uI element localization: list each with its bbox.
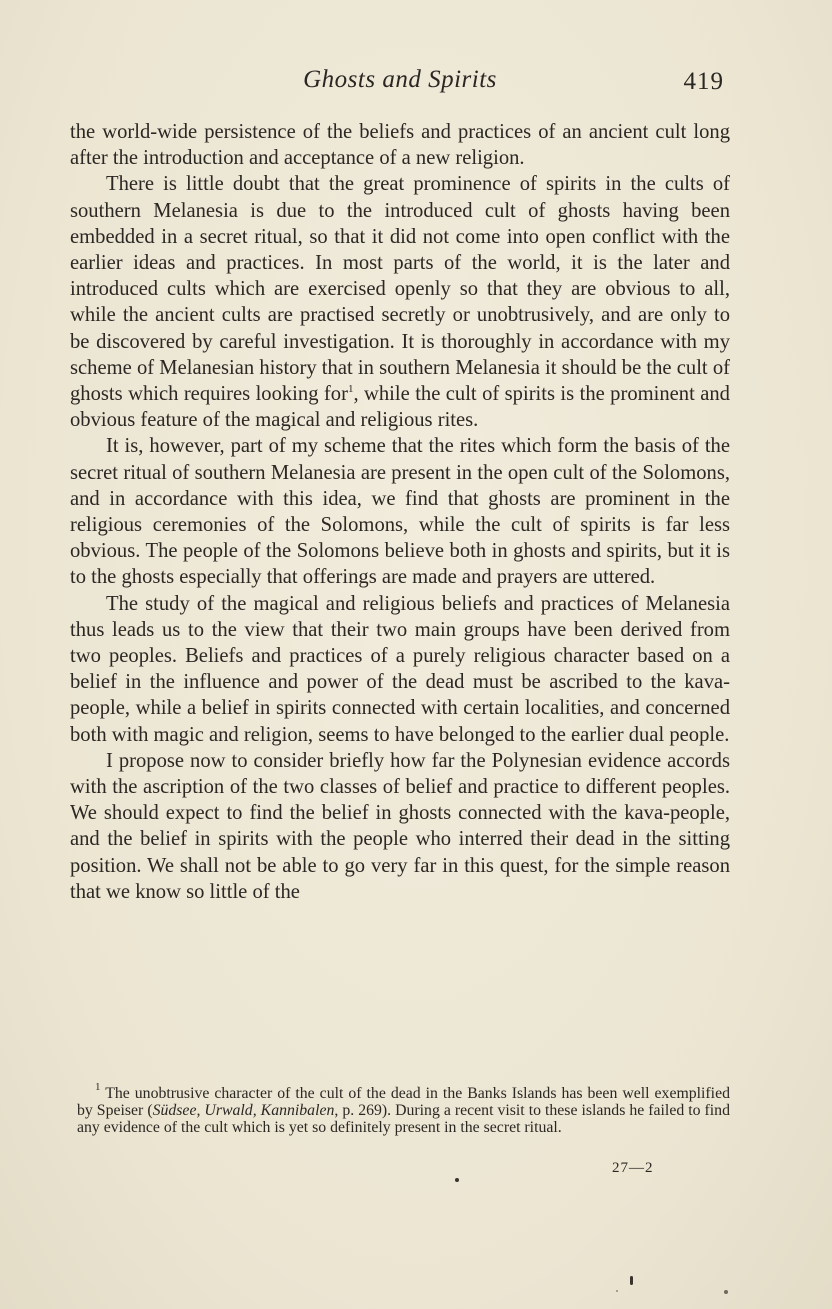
paragraph-1-text: the world-wide persistence of the beliefs and practices of an ancient cult long after the introduction and acceptance of a new religion. xyxy=(70,121,730,170)
ink-speck xyxy=(630,1276,633,1285)
footnote-reference: 1 xyxy=(347,383,354,396)
footnote-text-start: The unobtrusive character of the cult of the dead in the Banks Islands has been well exemplified by Speiser ( xyxy=(77,1085,730,1120)
paragraph-2-text: There is little doubt that the great prominence of spirits in the cults of southern Melanesia is due to the introduced cult of ghosts having been embedded in a secret ritual, so that it did not come into open conflict with the earlier ideas and practices. In most parts of the world, it is the later and introduced cults which are exercised openly so that they are obvious to all, while the ancient cults are practised secretly or unobtrusively, and are only to be discovered by careful investigation. It is thoroughly in accordance with my scheme of Melanesian history that in southern Melanesia it should be the cult of ghosts which requires looking for xyxy=(70,173,730,406)
paragraph-2 xyxy=(70,171,730,433)
footnote-text-end: , p. 269). During a recent visit to these islands he failed to find any evidence of the cult which is yet so definitely present in the secret ritual. xyxy=(77,1102,730,1137)
paragraph-5-text: I propose now to consider briefly how far the Polynesian evidence accords with the ascription of the two classes of belief and practice to different peoples. We should expect to find the belief in ghosts connected with the kava-people, and the belief in spirits with the people who interred their dead in the sitting position. We shall not be able to go very far in this quest, for the simple reason that we know so little of the xyxy=(70,749,730,903)
paragraph-3-text: It is, however, part of my scheme that the rites which form the basis of the secret ritual of southern Melanesia are present in the open cult of the Solomons, and in accordance with this idea, we find that ghosts are prominent in the religious ceremonies of the Solomons, while the cult of spirits is far less obvious. The people of the Solomons believe both in ghosts and spirits, but it is to the ghosts especially that offerings are made and prayers are uttered. xyxy=(70,435,730,589)
paragraph-4 xyxy=(70,591,730,748)
paragraph-4-text: The study of the magical and religious beliefs and practices of Melanesia thus leads us to the view that their two main groups have been derived from two peoples. Beliefs and practices of a purely religious character based on a belief in the influence and power of the dead must be ascribed to the kava-people, while a belief in spirits connected with certain localities, and concerned both with magic and religion, seems to have belonged to the earlier dual people. xyxy=(70,592,730,746)
ink-speck xyxy=(616,1290,618,1292)
paragraph-3 xyxy=(70,433,730,590)
ink-speck xyxy=(455,1178,459,1182)
running-head-title: Ghosts and Spirits xyxy=(303,66,497,93)
running-head xyxy=(70,62,730,102)
paragraph-1 xyxy=(70,119,730,171)
footnote-marker: 1 xyxy=(95,1081,101,1093)
paragraph-2-text-continued: , while the cult of spirits is the prominent and obvious feature of the magical and religious rites. xyxy=(70,383,730,432)
ink-speck xyxy=(724,1290,728,1294)
footnotes xyxy=(77,1081,730,1137)
footnote-citation: Südsee, Urwald, Kannibalen xyxy=(152,1102,335,1120)
page-number: 419 xyxy=(683,68,724,95)
footnote-1 xyxy=(77,1081,730,1137)
paragraph-5 xyxy=(70,748,730,905)
signature-mark: 27—2 xyxy=(612,1160,654,1176)
body-text xyxy=(70,119,730,905)
